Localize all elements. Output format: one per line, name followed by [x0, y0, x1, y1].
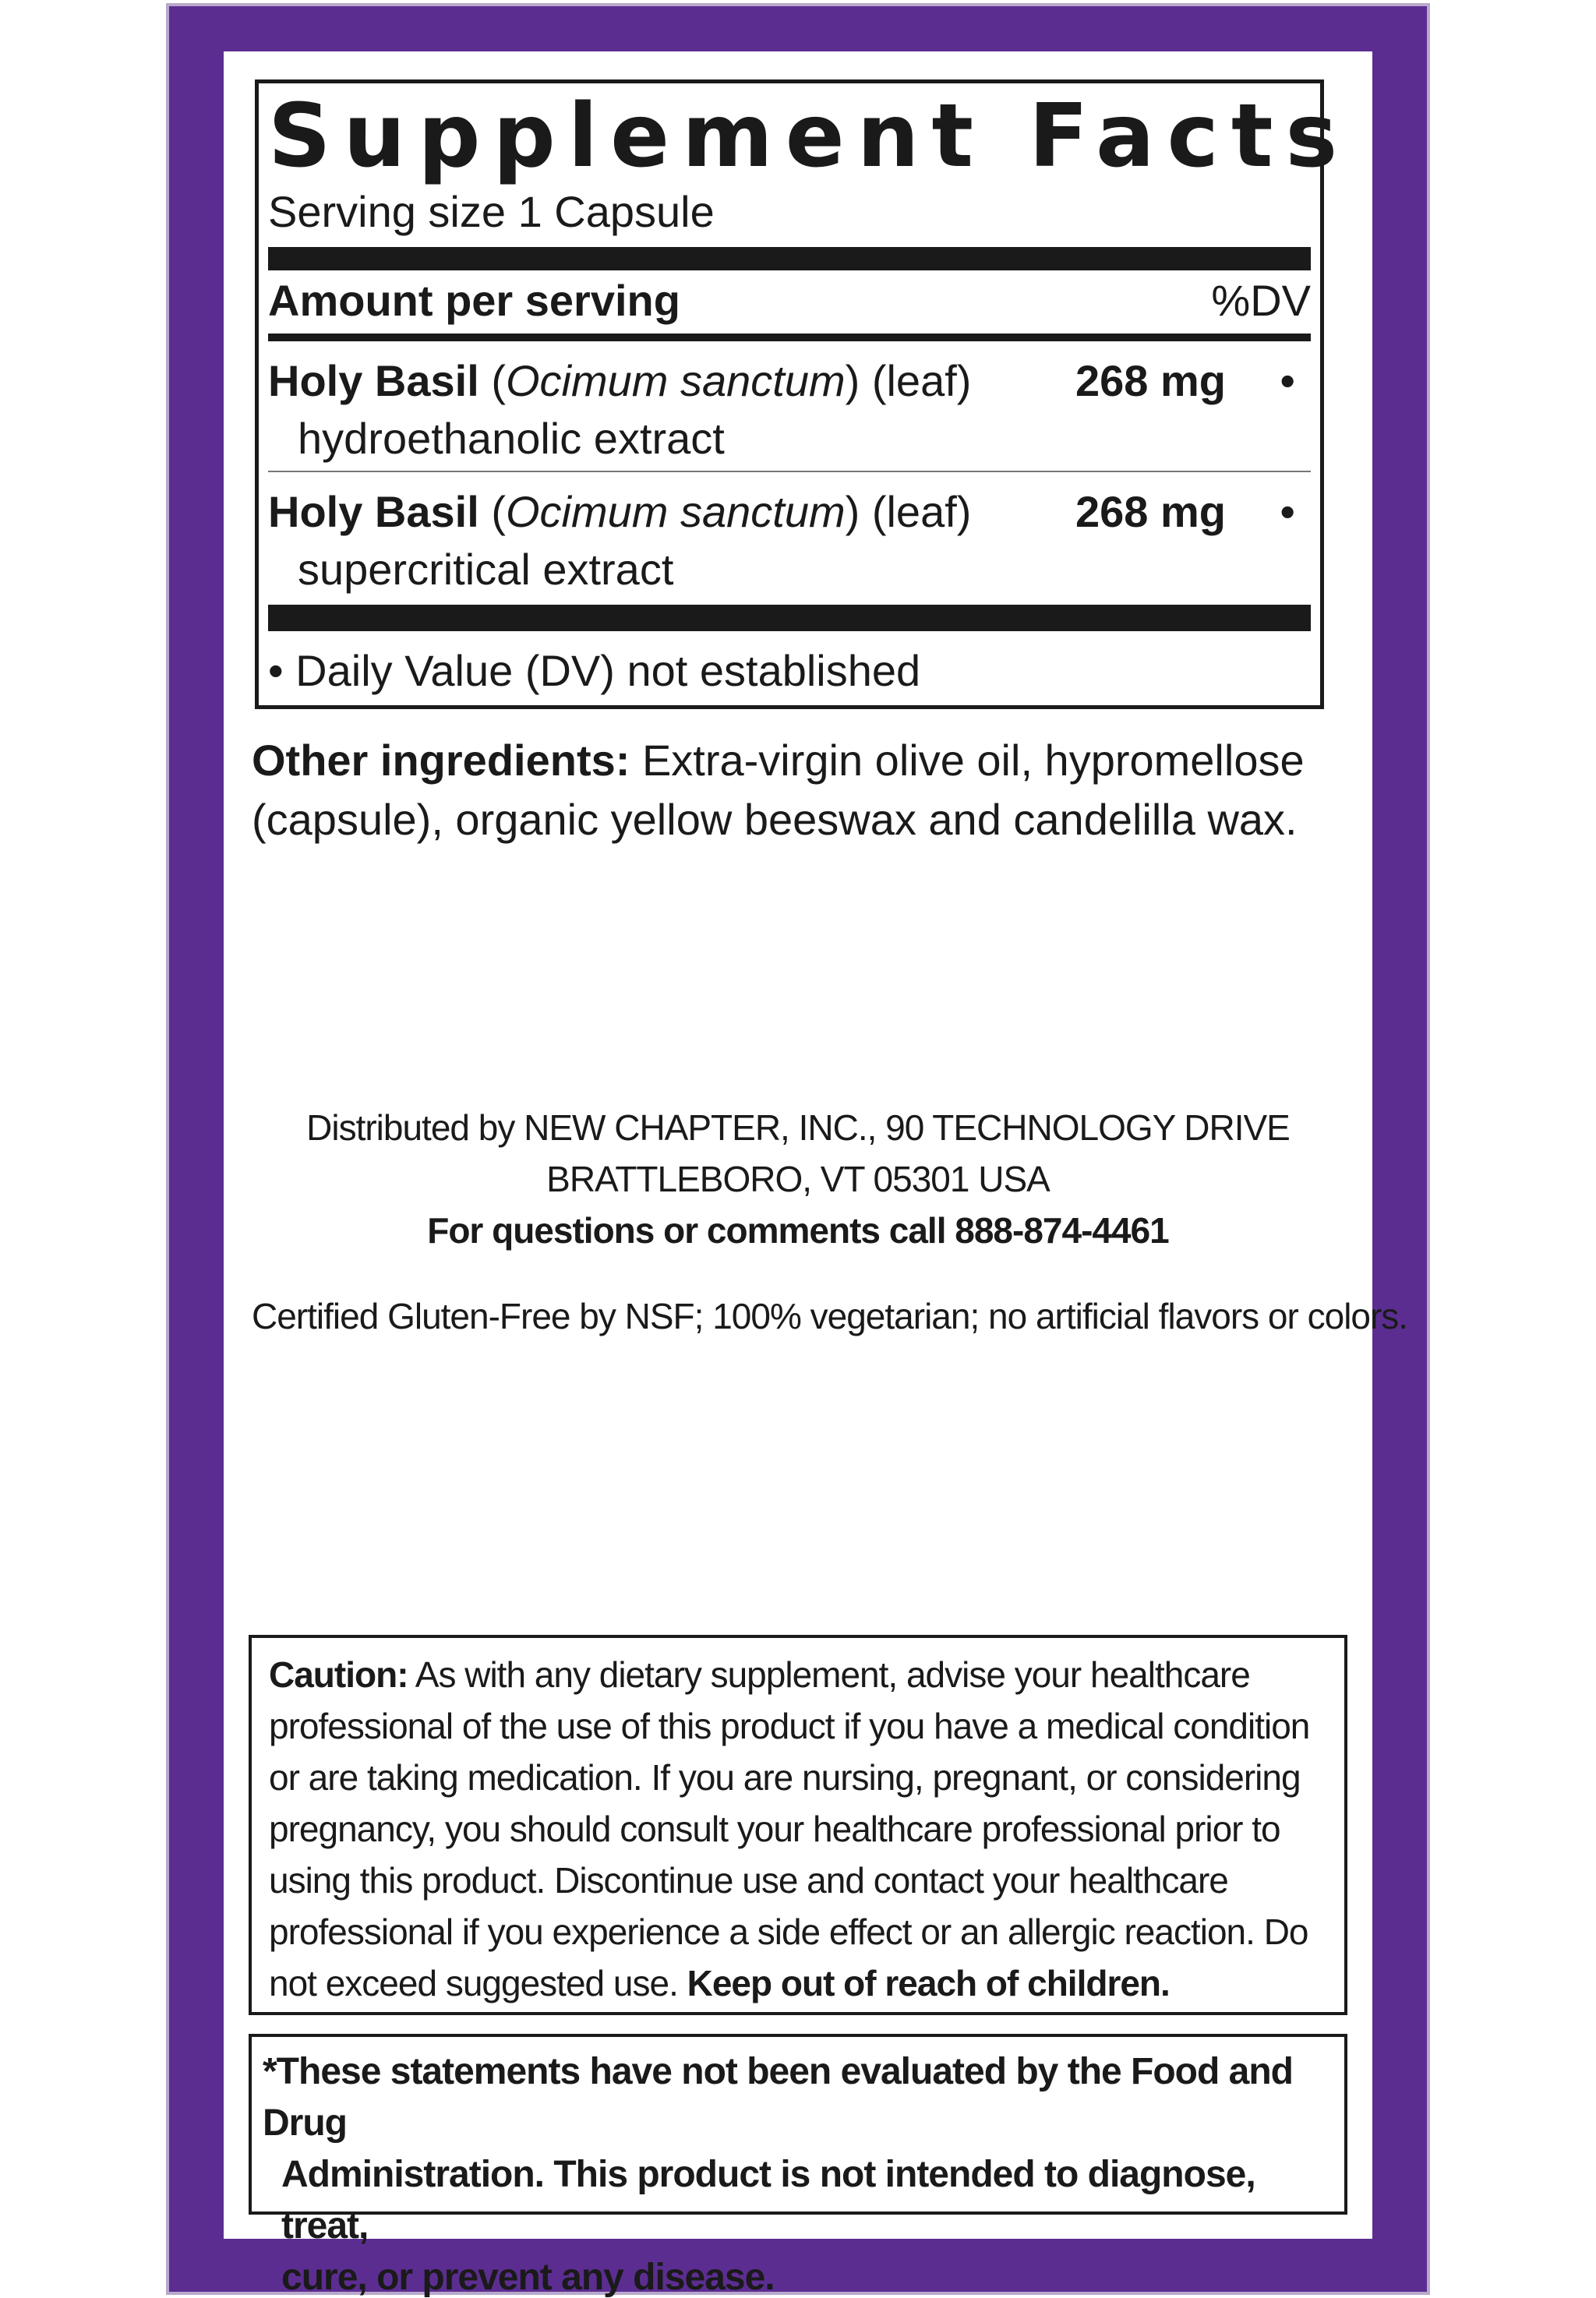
ingredient-dv: •: [1280, 486, 1295, 536]
ingredient-amount: 268 mg: [1075, 486, 1226, 536]
amount-header-row: [268, 270, 1311, 341]
caution-text: As with any dietary supplement, advise your healthcare professional of the use of this product if you have a medical condition or are taking medication. If you are nursing, pregnant, or considering pregnancy, you should consult your healthcare professional prior to using this product. Discontinue use and contact your healthcare professional if you experience a side effect or an allergic reaction. Do not exceed suggested use.: [269, 1654, 1310, 2003]
other-ingredients: [252, 731, 1343, 849]
other-ingredients-label: Other ingredients:: [252, 736, 630, 785]
purple-label-frame: [169, 6, 1427, 2298]
distributor-address: BRATTLEBORO, VT 05301 USA: [546, 1159, 1050, 1199]
divider-thick: [268, 247, 1311, 270]
fda-disclaimer-box: [249, 2034, 1347, 2298]
serving-size: Serving size 1 Capsule: [268, 187, 715, 236]
dv-header: %DV: [1211, 275, 1311, 325]
ingredient-dv: •: [1280, 355, 1295, 405]
divider-thick: [268, 605, 1311, 631]
ingredient-amount: 268 mg: [1075, 355, 1226, 405]
caution-label: Caution:: [269, 1654, 408, 1695]
keep-out-of-reach: Keep out of reach of children.: [687, 1963, 1170, 2003]
facts-title: Supplement Facts: [268, 86, 1351, 187]
certification-text: Certified Gluten-Free by NSF; 100% vegetarian; no artificial flavors or colors.: [252, 1296, 1408, 1336]
fda-line: cure, or prevent any disease.: [281, 2257, 775, 2298]
ingredient-extract: hydroethanolic extract: [298, 413, 725, 463]
distributor-info: [224, 1102, 1372, 1256]
distributor-line: Distributed by NEW CHAPTER, INC., 90 TECHNOLOGY DRIVE: [306, 1107, 1290, 1148]
ingredient-row: [268, 341, 1311, 472]
ingredient-row: [268, 472, 1311, 603]
supplement-facts-box: [255, 79, 1351, 709]
fda-line: *These statements have not been evaluated by the Food and Drug: [263, 2051, 1293, 2144]
fda-line: Administration. This product is not intended to diagnose, treat,: [281, 2154, 1255, 2247]
other-ingredients-text: Extra-virgin olive oil, hypromellose (capsule), organic yellow beeswax and candelilla wax.: [252, 736, 1305, 844]
contact-phone-line: For questions or comments call 888-874-4461: [427, 1210, 1169, 1251]
dv-footnote: • Daily Value (DV) not established: [268, 645, 921, 695]
ingredient-name: Holy Basil (Ocimum sanctum) (leaf): [268, 355, 972, 405]
label-panel: [224, 51, 1408, 2298]
amount-per-serving-label: Amount per serving: [268, 275, 680, 325]
caution-box: [249, 1635, 1347, 2015]
ingredient-name: Holy Basil (Ocimum sanctum) (leaf): [268, 486, 972, 536]
ingredient-extract: supercritical extract: [298, 544, 674, 594]
